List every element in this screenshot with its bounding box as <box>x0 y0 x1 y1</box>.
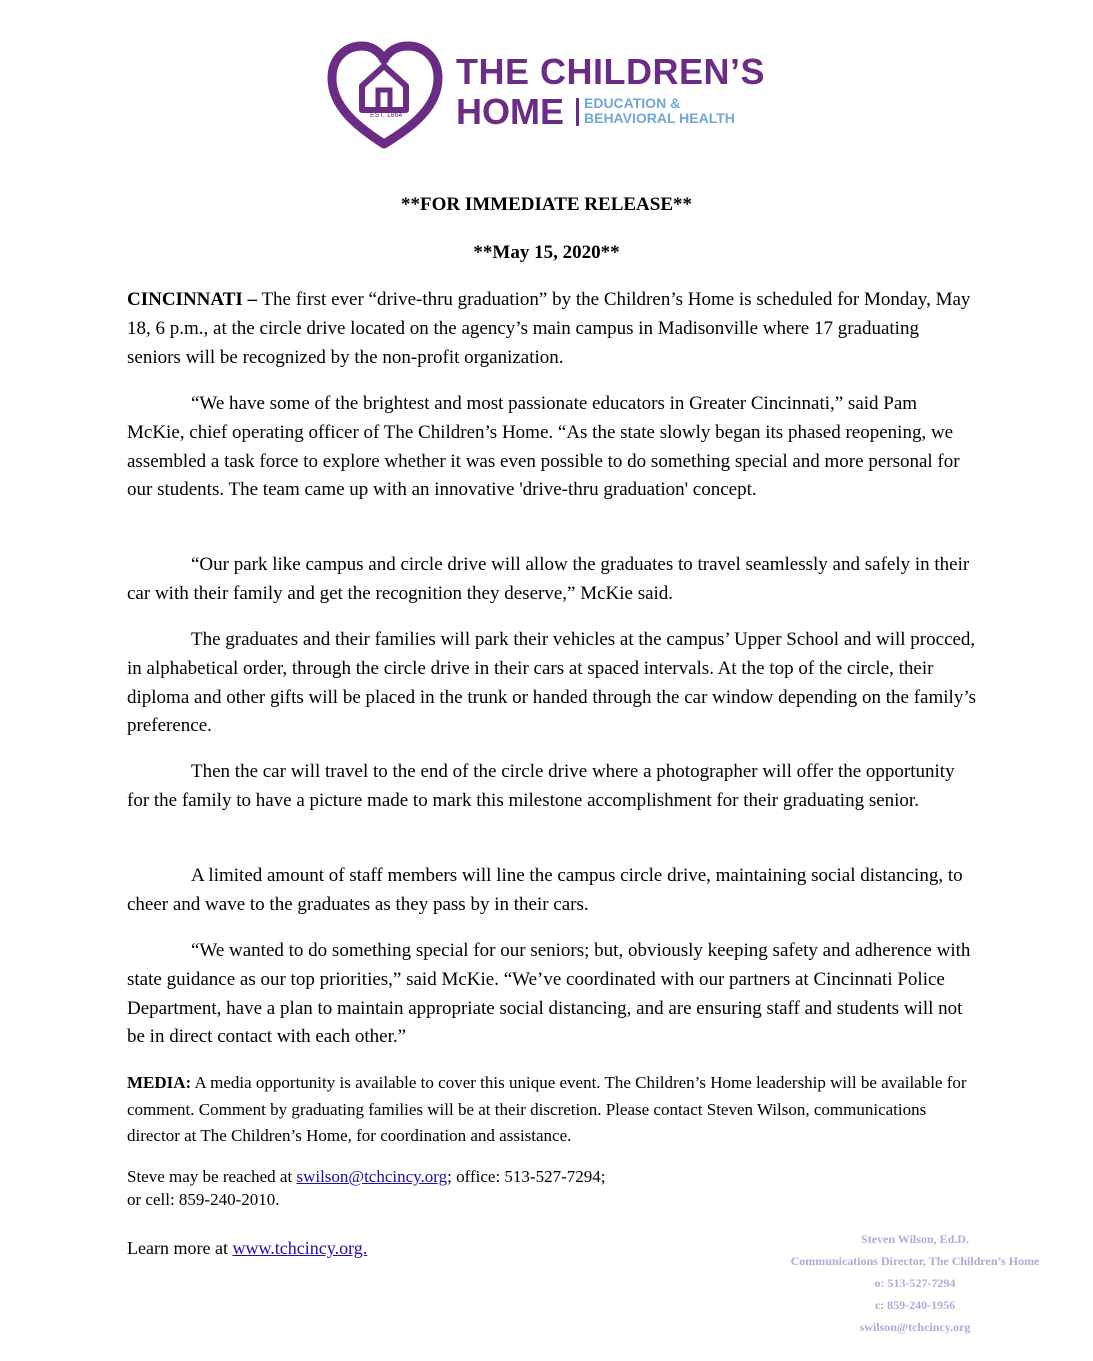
logo-home: HOME <box>456 91 564 132</box>
logo-subtitle <box>584 96 735 126</box>
paragraph-7: “We wanted to do something special for our seniors; but, obviously keeping safety and adherence with state guidance as our top priorities,” said McKie. “We’ve coordinated with our partners at Cincinnati Police Department, have a plan to maintain appropriate social distancing, and are ensuring staff and students will not be in direct contact with each other.” <box>127 940 971 1048</box>
organization-logo <box>326 40 776 150</box>
signature-title: Communications Director, The Children’s Home <box>790 1254 1040 1268</box>
contact-paragraph <box>127 1165 977 1211</box>
lead-text: The first ever “drive-thru graduation” by the Children’s Home is scheduled for Monday, May 18, 6 p.m., at the circle drive located on the agency’s main campus in Madisonville where 17 graduating seniors will be recognized by the non-profit organization. <box>127 289 971 368</box>
email-link[interactable]: swilson@tchcincy.org <box>296 1167 448 1186</box>
paragraph-3: “Our park like campus and circle drive will allow the graduates to travel seamlessly and safely in their car with their family and get the recognition they deserve,” McKie said. <box>127 554 970 604</box>
paragraph-4: The graduates and their families will park their vehicles at the campus’ Upper School and will procced, in alphabetical order, through the circle drive in their cars at spaced intervals. At the top of the circle, their diploma and other gifts will be placed in the trunk or handed through the car window depending on the family’s preference. <box>127 629 976 737</box>
contact-cell: or cell: 859-240-2010. <box>127 1190 280 1209</box>
signature-cell: c: 859-240-1956 <box>874 1298 956 1312</box>
contact-prefix: Steve may be reached at <box>127 1167 297 1186</box>
established-label: EST. 1864 <box>370 112 403 119</box>
logo-subtitle-line1: EDUCATION & <box>584 95 681 111</box>
website-link[interactable]: www.tchcincy.org. <box>232 1238 368 1258</box>
lead-paragraph <box>127 286 977 372</box>
paragraph-2: “We have some of the brightest and most passionate educators in Greater Cincinnati,” said Pam McKie, chief operating officer of The Children’s Home. “As the state slowly began its phased reopening, we assembled a task force to explore whether it was even possible to do something special and more personal for our students. The team came up with an innovative 'drive-thru graduation' concept. <box>127 393 960 501</box>
contact-office: ; office: 513-527-7294; <box>447 1167 606 1186</box>
release-date: **May 15, 2020** <box>473 242 620 263</box>
logo-divider <box>576 98 579 126</box>
signature-office: o: 513-527-7294 <box>874 1276 956 1290</box>
paragraph-6: A limited amount of staff members will line the campus circle drive, maintaining social distancing, to cheer and wave to the graduates as they pass by in their cars. <box>127 865 963 915</box>
logo-subtitle-line2: BEHAVIORAL HEALTH <box>584 110 735 126</box>
media-paragraph <box>127 1070 977 1150</box>
media-text: A media opportunity is available to cover this unique event. The Children’s Home leadership will be available for comment. Comment by graduating families will be at their discretion. Please contact Steven Wilson, communications director at The Children’s Home, for coordination and assistance. <box>127 1073 967 1145</box>
dateline: CINCINNATI – <box>127 289 258 310</box>
heart-house-icon <box>326 40 446 150</box>
signature-email: swilson@tchcincy.org <box>859 1320 971 1334</box>
learn-more-prefix: Learn more at <box>127 1238 233 1258</box>
media-label: MEDIA: <box>127 1073 192 1092</box>
release-heading: **FOR IMMEDIATE RELEASE** <box>400 194 692 215</box>
logo-title: THE CHILDREN’S <box>456 51 766 92</box>
paragraph-5: Then the car will travel to the end of the circle drive where a photographer will offer the opportunity for the family to have a picture made to mark this milestone accomplishment for their graduating senior. <box>127 761 955 811</box>
email-signature <box>740 1228 1090 1338</box>
signature-name: Steven Wilson, Ed.D. <box>861 1232 969 1246</box>
